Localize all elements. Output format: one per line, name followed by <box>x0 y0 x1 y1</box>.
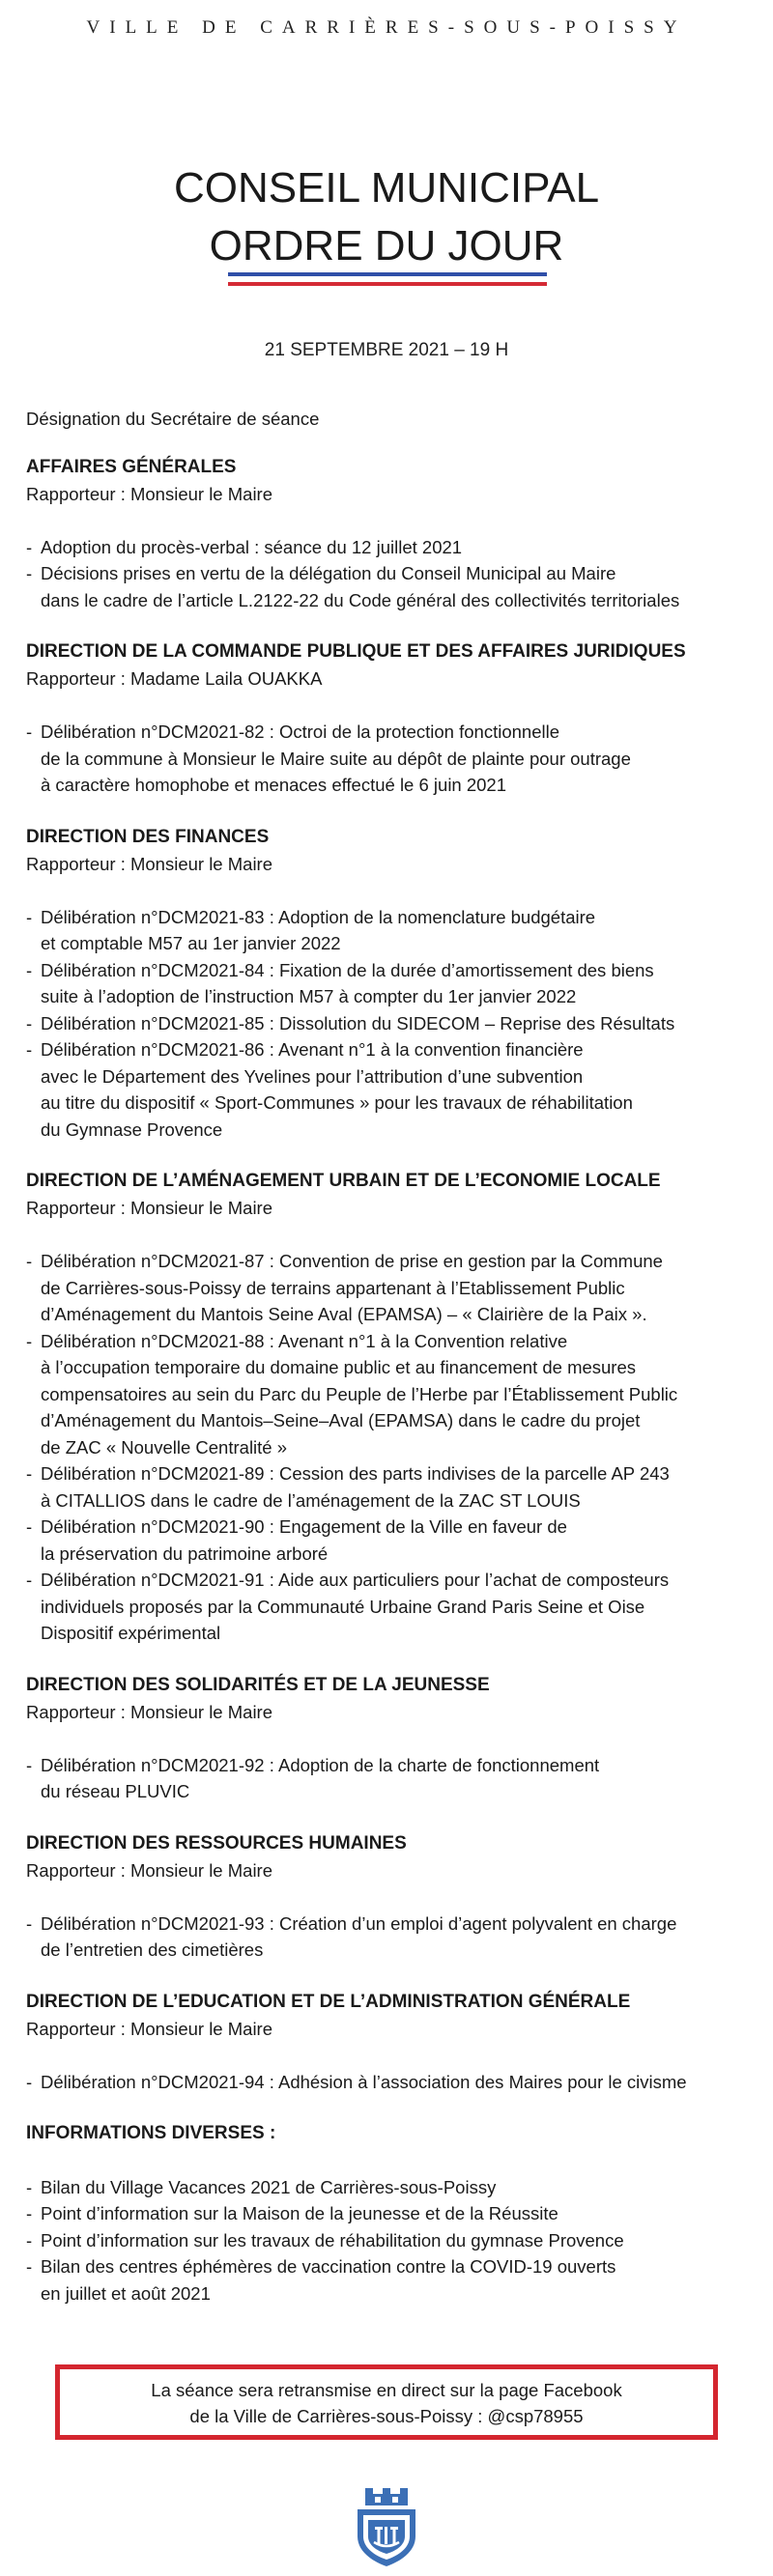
broadcast-notice <box>55 2364 718 2440</box>
bullet-dash: - <box>26 1516 33 1537</box>
agenda-item-text: Bilan des centres éphémères de vaccination contre la COVID-19 ouverts en juillet et août 2021 <box>41 2256 616 2304</box>
divider-red-line <box>228 282 547 286</box>
agenda-item <box>26 1911 760 1964</box>
section-rapporteur: Rapporteur : Monsieur le Maire <box>26 1701 272 1722</box>
section-title: DIRECTION DE L’EDUCATION ET DE L’ADMINISTRATION GÉNÉRALE <box>26 1991 631 2012</box>
agenda-item-text: Délibération n°DCM2021-93 : Création d’un emploi d’agent polyvalent en charge de l’entretien des cimetières <box>41 1912 677 1960</box>
bullet-dash: - <box>26 959 33 980</box>
agenda-item-text: Point d’information sur la Maison de la jeunesse et de la Réussite <box>41 2203 558 2223</box>
agenda-item <box>26 1752 760 1805</box>
bullet-dash: - <box>26 2203 33 2223</box>
section-title: DIRECTION DE L’AMÉNAGEMENT URBAIN ET DE L’ECONOMIE LOCALE <box>26 1171 661 1191</box>
agenda-item <box>26 719 760 799</box>
bullet-dash: - <box>26 563 33 583</box>
agenda-item <box>26 1010 760 1037</box>
agenda-section <box>26 2120 760 2307</box>
agenda-item-text: Délibération n°DCM2021-84 : Fixation de la durée d’amortissement des biens suite à l’adoption de l’instruction M57 à compter du 1er janvier 2022 <box>41 959 654 1006</box>
agenda-item <box>26 1036 760 1143</box>
bullet-dash: - <box>26 2071 33 2092</box>
agenda-item-text: Bilan du Village Vacances 2021 de Carrières-sous-Poissy <box>41 2176 497 2197</box>
bullet-dash: - <box>26 1463 33 1484</box>
agenda-section <box>26 454 760 614</box>
bullet-dash: - <box>26 1570 33 1590</box>
bullet-dash: - <box>26 1754 33 1775</box>
section-rapporteur: Rapporteur : Monsieur le Maire <box>26 2018 272 2039</box>
agenda-section <box>26 1830 760 1964</box>
agenda-section <box>26 1989 760 2096</box>
bullet-dash: - <box>26 906 33 927</box>
bullet-dash: - <box>26 536 33 557</box>
agenda-item-text: Délibération n°DCM2021-87 : Convention de prise en gestion par la Commune de Carrières-sous-Poissy de terrains appartenant à l’Etablissement Public d’Aménagement du Mantois Seine Aval (EPAMSA) – « Clairière de la Paix ». <box>41 1251 663 1324</box>
agenda-item <box>26 957 760 1010</box>
agenda-section <box>26 1168 760 1647</box>
bullet-dash: - <box>26 722 33 742</box>
section-title: DIRECTION DES RESSOURCES HUMAINES <box>26 1832 407 1854</box>
agenda-item-text: Délibération n°DCM2021-94 : Adhésion à l’association des Maires pour le civisme <box>41 2071 687 2092</box>
agenda-item-text: Décisions prises en vertu de la délégation du Conseil Municipal au Maire dans le cadre de l’article L.2122-22 du Code général des collectivités territoriales <box>41 563 680 610</box>
agenda-item <box>26 1460 760 1514</box>
agenda-section <box>26 638 760 799</box>
section-title: DIRECTION DE LA COMMANDE PUBLIQUE ET DES AFFAIRES JURIDIQUES <box>26 641 686 662</box>
agenda-item-text: Point d’information sur les travaux de réhabilitation du gymnase Provence <box>41 2229 624 2250</box>
bullet-dash: - <box>26 1251 33 1271</box>
agenda-item-text: Délibération n°DCM2021-86 : Avenant n°1 à la convention financière avec le Département des Yvelines pour l’attribution d’une subvention au titre du dispositif « Sport-Communes » pour les travaux de réhabilitation du Gymnase Provence <box>41 1039 633 1140</box>
agenda-item-text: Délibération n°DCM2021-83 : Adoption de la nomenclature budgétaire et comptable M57 au 1er janvier 2022 <box>41 906 596 953</box>
agenda-item <box>26 1514 760 1567</box>
section-rapporteur: Rapporteur : Monsieur le Maire <box>26 853 272 874</box>
agenda-item-text: Délibération n°DCM2021-88 : Avenant n°1 à la Convention relative à l’occupation temporaire du domaine public et au financement de mesures compensatoires au sein du Parc du Peuple de l’Herbe par l’Établissement Public d’Aménagement du Mantois–Seine–Aval (EPAMSA) dans le cadre du projet de ZAC « Nouvelle Centralité » <box>41 1330 678 1458</box>
meeting-date: 21 SEPTEMBRE 2021 – 19 H <box>264 340 509 360</box>
agenda-item-text: Délibération n°DCM2021-91 : Aide aux particuliers pour l’achat de composteurs individuels proposés par la Communauté Urbaine Grand Paris Seine et Oise Dispositif expérimental <box>41 1570 670 1643</box>
agenda-item-text: Délibération n°DCM2021-92 : Adoption de la charte de fonctionnement du réseau PLUVIC <box>41 1754 600 1801</box>
section-title: AFFAIRES GÉNÉRALES <box>26 456 237 477</box>
agenda-item <box>26 2200 760 2227</box>
agenda-item-text: Délibération n°DCM2021-82 : Octroi de la protection fonctionnelle de la commune à Monsieur le Maire suite au dépôt de plainte pour outrage à caractère homophobe et menaces effectué le 6 juin 2021 <box>41 722 631 795</box>
agenda-item <box>26 560 760 613</box>
section-rapporteur: Rapporteur : Monsieur le Maire <box>26 483 272 504</box>
secretary-designation: Désignation du Secrétaire de séance <box>26 409 320 429</box>
title-line-2: ORDRE DU JOUR <box>209 222 564 270</box>
city-coat-of-arms-icon <box>352 2488 421 2567</box>
agenda-item-text: Adoption du procès-verbal : séance du 12 juillet 2021 <box>41 536 463 557</box>
agenda-item-text: Délibération n°DCM2021-89 : Cession des parts indivises de la parcelle AP 243 à CITALLIOS dans le cadre de l’aménagement de la ZAC ST LOUIS <box>41 1463 670 1511</box>
bullet-dash: - <box>26 2229 33 2250</box>
agenda-list <box>26 406 760 2332</box>
page-title <box>0 159 773 275</box>
section-title: DIRECTION DES FINANCES <box>26 826 270 847</box>
bullet-dash: - <box>26 1012 33 1033</box>
bullet-dash: - <box>26 2176 33 2197</box>
agenda-item <box>26 904 760 957</box>
agenda-item <box>26 1248 760 1328</box>
section-title: INFORMATIONS DIVERSES : <box>26 2123 276 2143</box>
agenda-item <box>26 2227 760 2254</box>
bullet-dash: - <box>26 1330 33 1351</box>
bullet-dash: - <box>26 1039 33 1060</box>
agenda-item <box>26 2069 760 2096</box>
city-name-header: VILLE DE CARRIÈRES-SOUS-POISSY <box>86 17 687 38</box>
section-title: DIRECTION DES SOLIDARITÉS ET DE LA JEUNESSE <box>26 1674 490 1695</box>
agenda-item <box>26 1567 760 1647</box>
agenda-item-text: Délibération n°DCM2021-90 : Engagement de la Ville en faveur de la préservation du patrimoine arboré <box>41 1516 567 1564</box>
agenda-item <box>26 534 760 561</box>
tricolor-divider <box>228 272 547 292</box>
agenda-section <box>26 1672 760 1805</box>
agenda-item <box>26 2174 760 2201</box>
agenda-item <box>26 2253 760 2307</box>
notice-line-2: de la Ville de Carrières-sous-Poissy : @csp78955 <box>189 2406 584 2426</box>
title-line-1: CONSEIL MUNICIPAL <box>173 164 600 212</box>
notice-line-1: La séance sera retransmise en direct sur la page Facebook <box>151 2380 622 2400</box>
agenda-item <box>26 1328 760 1461</box>
divider-blue-line <box>228 272 547 276</box>
bullet-dash: - <box>26 1912 33 1934</box>
section-rapporteur: Rapporteur : Monsieur le Maire <box>26 1198 272 1218</box>
section-rapporteur: Rapporteur : Monsieur le Maire <box>26 1859 272 1881</box>
agenda-item-text: Délibération n°DCM2021-85 : Dissolution du SIDECOM – Reprise des Résultats <box>41 1012 675 1033</box>
bullet-dash: - <box>26 2256 33 2277</box>
agenda-section <box>26 824 760 1144</box>
section-rapporteur: Rapporteur : Madame Laila OUAKKA <box>26 668 323 689</box>
